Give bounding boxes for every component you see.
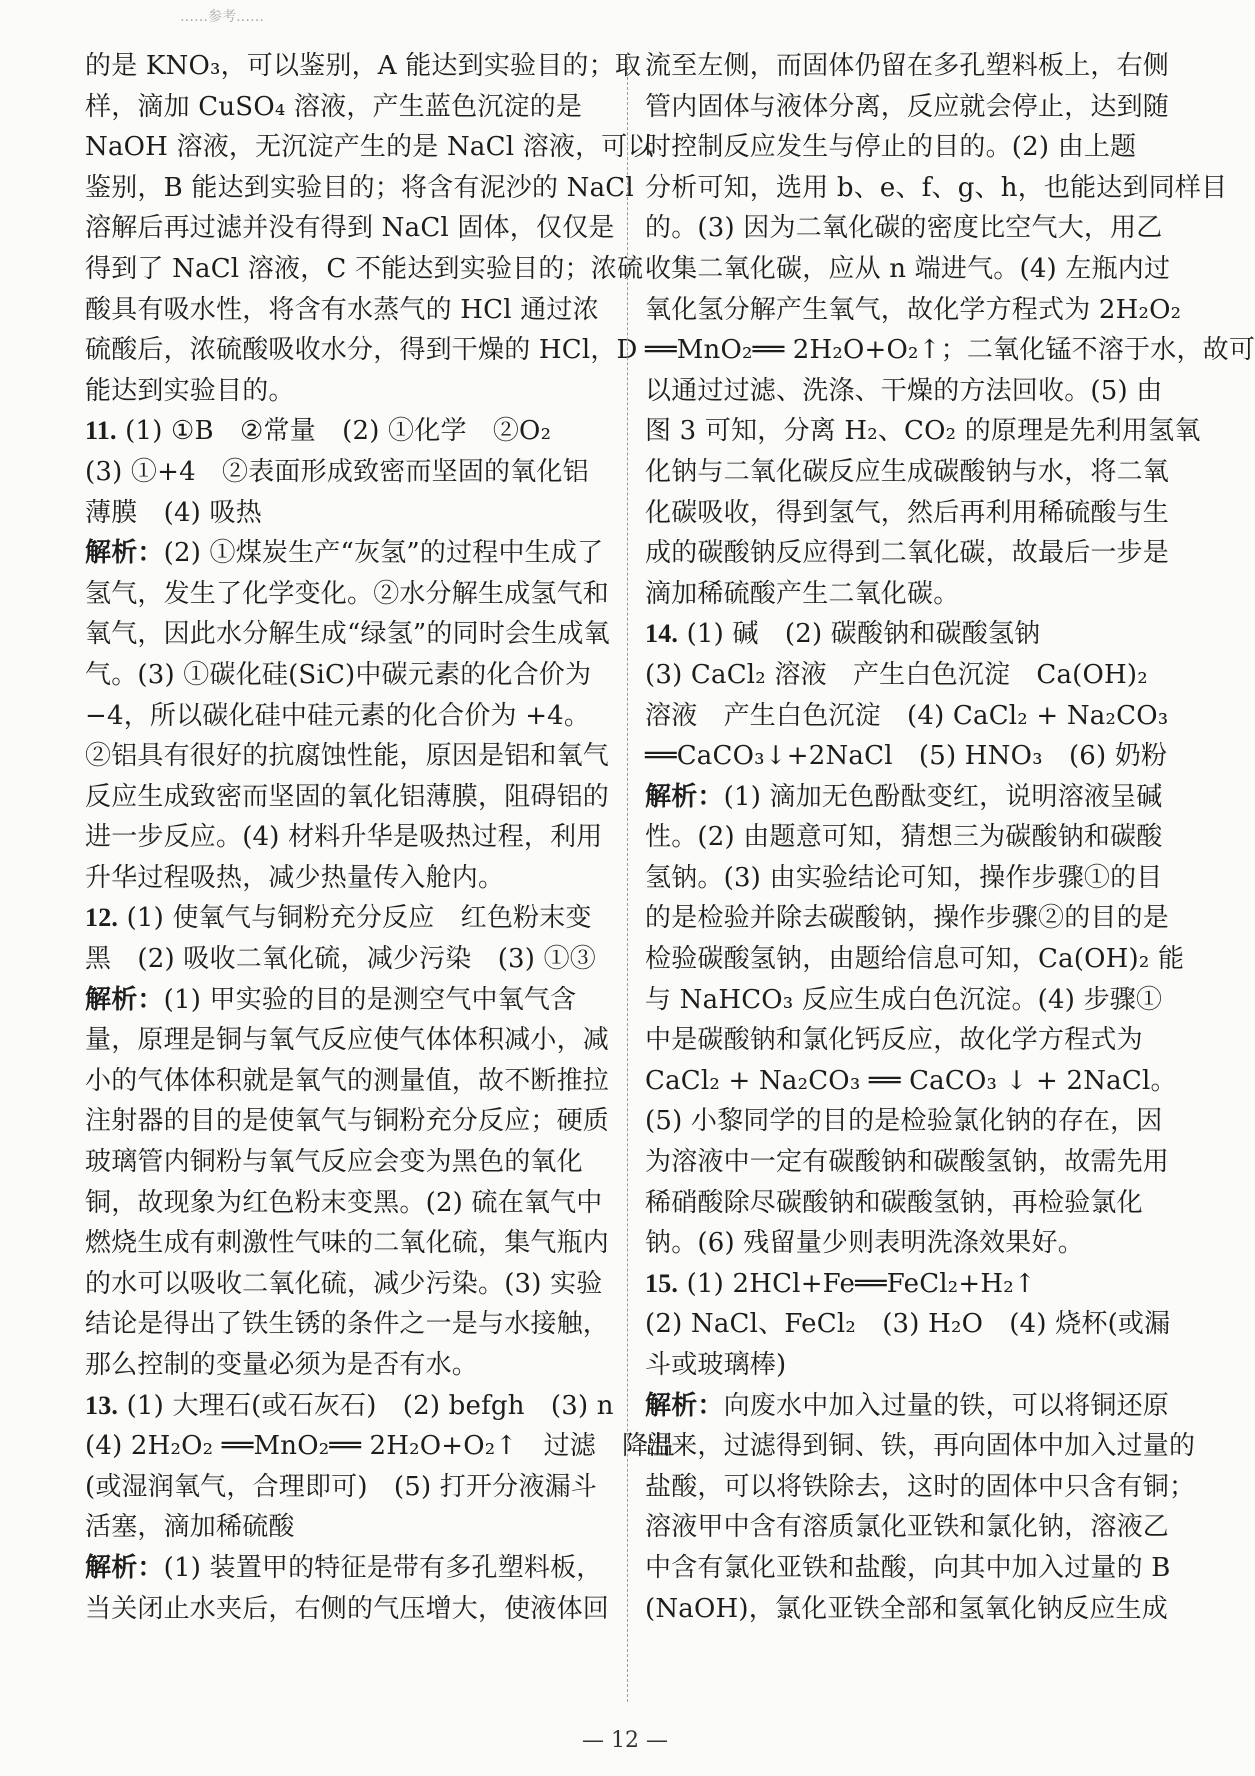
text-line bbox=[645, 533, 1190, 574]
text-line bbox=[645, 696, 1190, 737]
text-line bbox=[645, 1142, 1190, 1183]
line-text: 钠。(6) 残留量少则表明洗涤效果好。 bbox=[645, 1228, 1084, 1259]
text-line bbox=[85, 898, 630, 939]
text-line bbox=[645, 574, 1190, 615]
text-line bbox=[85, 371, 630, 412]
text-line bbox=[85, 574, 630, 615]
text-line bbox=[645, 1345, 1190, 1386]
line-text: 为溶液中一定有碳酸钠和碳酸氢钠，故需先用 bbox=[645, 1147, 1170, 1178]
text-line bbox=[645, 1386, 1190, 1427]
line-text: 滴加稀硫酸产生二氧化碳。 bbox=[645, 578, 960, 609]
text-line bbox=[645, 290, 1190, 331]
line-text: 中含有氯化亚铁和盐酸，向其中加入过量的 B bbox=[645, 1552, 1171, 1583]
text-line bbox=[645, 817, 1190, 858]
text-line bbox=[85, 1345, 630, 1386]
line-text: 得到了 NaCl 溶液，C 不能达到实验目的；浓硫 bbox=[85, 253, 644, 284]
text-line bbox=[85, 614, 630, 655]
line-text: 分析可知，选用 b、e、f、g、h，也能达到同样目 bbox=[645, 172, 1228, 203]
line-text: ══CaCO₃↓+2NaCl (5) HNO₃ (6) 奶粉 bbox=[645, 741, 1168, 772]
header-mark: ……参考…… bbox=[180, 9, 264, 25]
line-text: 的。(3) 因为二氧化碳的密度比空气大，用乙 bbox=[645, 213, 1163, 244]
text-line bbox=[645, 1020, 1190, 1061]
line-text: 溶液 产生白色沉淀 (4) CaCl₂ + Na₂CO₃ bbox=[645, 700, 1169, 731]
line-text: 盐酸，可以将铁除去，这时的固体中只含有铜； bbox=[645, 1471, 1196, 1502]
text-line bbox=[645, 939, 1190, 980]
text-line bbox=[645, 1183, 1190, 1224]
text-line bbox=[645, 1507, 1190, 1548]
line-text: 能达到实验目的。 bbox=[85, 375, 295, 406]
line-text: 以通过过滤、洗涤、干燥的方法回收。(5) 由 bbox=[645, 375, 1163, 406]
text-line bbox=[645, 1061, 1190, 1102]
line-text: 的水可以吸收二氧化硫，减少污染。(3) 实验 bbox=[85, 1268, 603, 1299]
line-text: 注射器的目的是使氧气与铜粉充分反应；硬质 bbox=[85, 1106, 610, 1137]
text-line bbox=[85, 939, 630, 980]
line-text: 氧化氢分解产生氧气，故化学方程式为 2H₂O₂ bbox=[645, 294, 1182, 325]
text-line bbox=[85, 452, 630, 493]
text-line bbox=[85, 1426, 675, 1467]
line-text: 硫酸后，浓硫酸吸收水分，得到干燥的 HCl，D bbox=[85, 335, 638, 366]
text-line bbox=[85, 1304, 630, 1345]
question-number: 15. bbox=[645, 1268, 679, 1298]
text-line bbox=[645, 87, 1190, 128]
analysis-label: 解析： bbox=[645, 781, 724, 812]
line-text: 样，滴加 CuSO₄ 溶液，产生蓝色沉淀的是 bbox=[85, 91, 583, 122]
line-text: 时控制反应发生与停止的目的。(2) 由上题 bbox=[645, 132, 1137, 163]
text-line bbox=[85, 1386, 630, 1427]
analysis-label: 解析： bbox=[85, 538, 164, 569]
line-text: 稀硝酸除尽碳酸钠和碳酸氢钠，再检验氯化 bbox=[645, 1187, 1143, 1218]
text-line bbox=[645, 493, 1190, 534]
text-line bbox=[645, 980, 1190, 1021]
line-text: (NaOH)，氯化亚铁全部和氢氧化钠反应生成 bbox=[645, 1593, 1168, 1624]
line-text: 进一步反应。(4) 材料升华是吸热过程，利用 bbox=[85, 822, 603, 853]
text-line bbox=[85, 411, 630, 452]
line-text: 活塞，滴加稀硫酸 bbox=[85, 1512, 295, 1543]
text-line bbox=[645, 1467, 1196, 1508]
line-text: (1) 装置甲的特征是带有多孔塑料板， bbox=[163, 1552, 603, 1583]
line-text: (1) 滴加无色酚酞变红，说明溶液呈碱 bbox=[723, 781, 1163, 812]
line-text: (4) 2H₂O₂ ══MnO₂══ 2H₂O+O₂↑ 过滤 降温 bbox=[85, 1431, 675, 1462]
line-text: 玻璃管内铜粉与氧气反应会变为黑色的氧化 bbox=[85, 1147, 583, 1178]
text-line bbox=[645, 249, 1190, 290]
line-text: (1) 碱 (2) 碳酸钠和碳酸氢钠 bbox=[678, 619, 1041, 650]
text-line bbox=[85, 817, 630, 858]
text-line bbox=[645, 411, 1201, 452]
line-text: 出来，过滤得到铜、铁，再向固体中加入过量的 bbox=[645, 1431, 1196, 1462]
line-text: 化钠与二氧化碳反应生成碳酸钠与水，将二氧 bbox=[645, 456, 1170, 487]
text-line bbox=[645, 777, 1190, 818]
line-text: 升华过程吸热，减少热量传入舱内。 bbox=[85, 862, 505, 893]
question-number: 14. bbox=[645, 619, 679, 649]
line-text: 向废水中加入过量的铁，可以将铜还原 bbox=[723, 1390, 1170, 1421]
line-text: 溶液甲中含有溶质氯化亚铁和氯化钠，溶液乙 bbox=[645, 1512, 1170, 1543]
text-line bbox=[645, 1548, 1190, 1589]
text-line bbox=[85, 493, 630, 534]
line-text: 薄膜 (4) 吸热 bbox=[85, 497, 262, 528]
line-text: 反应生成致密而坚固的氧化铝薄膜，阻碍铝的 bbox=[85, 781, 610, 812]
page-number: — 12 — bbox=[582, 1728, 668, 1753]
line-text: 气。(3) ①碳化硅(SiC)中碳元素的化合价为 bbox=[85, 659, 592, 690]
text-line bbox=[85, 1264, 630, 1305]
line-text: 溶解后再过滤并没有得到 NaCl 固体，仅仅是 bbox=[85, 213, 615, 244]
column-divider bbox=[627, 52, 628, 1702]
text-line bbox=[645, 168, 1228, 209]
analysis-label: 解析： bbox=[85, 1552, 164, 1583]
text-line bbox=[85, 46, 642, 87]
line-text: ②铝具有很好的抗腐蚀性能，原因是铝和氧气 bbox=[85, 741, 610, 772]
text-line bbox=[645, 898, 1190, 939]
line-text: (1) 2HCl+Fe══FeCl₂+H₂↑ bbox=[678, 1268, 1036, 1299]
question-number: 11. bbox=[85, 416, 117, 446]
text-line bbox=[85, 330, 638, 371]
text-line bbox=[645, 858, 1190, 899]
text-line bbox=[645, 655, 1190, 696]
text-line bbox=[85, 208, 630, 249]
line-text: (3) CaCl₂ 溶液 产生白色沉淀 Ca(OH)₂ bbox=[645, 659, 1148, 690]
line-text: 黑 (2) 吸收二氧化硫，减少污染 (3) ①③ bbox=[85, 944, 596, 975]
line-text: 中是碳酸钠和氯化钙反应，故化学方程式为 bbox=[645, 1025, 1143, 1056]
line-text: 斗或玻璃棒) bbox=[645, 1350, 787, 1380]
text-line bbox=[645, 1589, 1190, 1630]
line-text: (2) ①煤炭生产“灰氢”的过程中生成了 bbox=[163, 538, 604, 569]
question-number: 12. bbox=[85, 903, 119, 933]
line-text: NaOH 溶液，无沉淀产生的是 NaCl 溶液，可以 bbox=[85, 132, 654, 163]
line-text: 检验碳酸氢钠，由题给信息可知，Ca(OH)₂ 能 bbox=[645, 944, 1185, 975]
text-line bbox=[645, 452, 1190, 493]
line-text: (1) 甲实验的目的是测空气中氧气含 bbox=[163, 984, 577, 1015]
text-line bbox=[85, 655, 630, 696]
line-text: 铜，故现象为红色粉末变黑。(2) 硫在氧气中 bbox=[85, 1187, 603, 1218]
line-text: 图 3 可知，分离 H₂、CO₂ 的原理是先利用氢氧 bbox=[645, 416, 1201, 447]
line-text: 结论是得出了铁生锈的条件之一是与水接触， bbox=[85, 1309, 610, 1340]
line-text: 那么控制的变量必须为是否有水。 bbox=[85, 1350, 479, 1380]
line-text: 氢钠。(3) 由实验结论可知，操作步骤①的目 bbox=[645, 862, 1163, 893]
text-line bbox=[85, 1101, 630, 1142]
text-line bbox=[645, 127, 1190, 168]
text-line bbox=[645, 1264, 1190, 1305]
line-text: −4，所以碳化硅中硅元素的化合价为 +4。 bbox=[85, 700, 591, 731]
text-line bbox=[85, 1507, 630, 1548]
text-line bbox=[645, 330, 1255, 371]
text-line bbox=[645, 736, 1190, 777]
line-text: (1) ①B ②常量 (2) ①化学 ②O₂ bbox=[116, 416, 552, 447]
line-text: 流至左侧，而固体仍留在多孔塑料板上，右侧 bbox=[645, 51, 1170, 81]
text-line bbox=[645, 1426, 1196, 1467]
question-number: 13. bbox=[85, 1390, 119, 1420]
line-text: (3) ①+4 ②表面形成致密而坚固的氧化铝 bbox=[85, 456, 589, 487]
line-text: 当关闭止水夹后，右侧的气压增大，使液体回 bbox=[85, 1593, 610, 1624]
text-line bbox=[85, 777, 630, 818]
line-text: ══MnO₂══ 2H₂O+O₂↑；二氧化锰不溶于水，故可 bbox=[645, 335, 1255, 366]
line-text: (2) NaCl、FeCl₂ (3) H₂O (4) 烧杯(或漏 bbox=[645, 1309, 1171, 1340]
text-line bbox=[85, 736, 630, 777]
text-line bbox=[645, 208, 1190, 249]
line-text: (1) 大理石(或石灰石) (2) befgh (3) n bbox=[118, 1390, 614, 1421]
text-line bbox=[85, 1183, 630, 1224]
text-line bbox=[645, 614, 1190, 655]
text-line bbox=[85, 1548, 630, 1589]
line-text: (1) 使氧气与铜粉充分反应 红色粉末变 bbox=[118, 903, 592, 934]
analysis-label: 解析： bbox=[645, 1390, 724, 1421]
line-text: 收集二氧化碳，应从 n 端进气。(4) 左瓶内过 bbox=[645, 253, 1171, 284]
line-text: 量，原理是铜与氧气反应使气体体积减小，减 bbox=[85, 1025, 610, 1056]
text-line bbox=[645, 46, 1190, 87]
text-line bbox=[645, 1304, 1190, 1345]
line-text: 氧气，因此水分解生成“绿氢”的同时会生成氧 bbox=[85, 619, 610, 650]
text-line bbox=[85, 696, 630, 737]
line-text: CaCl₂ + Na₂CO₃ ══ CaCO₃ ↓ + 2NaCl。 bbox=[645, 1065, 1177, 1096]
line-text: 性。(2) 由题意可知，猜想三为碳酸钠和碳酸 bbox=[645, 822, 1163, 853]
line-text: 与 NaHCO₃ 反应生成白色沉淀。(4) 步骤① bbox=[645, 984, 1163, 1015]
text-line bbox=[85, 249, 644, 290]
text-line bbox=[85, 533, 630, 574]
text-line bbox=[85, 858, 630, 899]
line-text: 鉴别，B 能达到实验目的；将含有泥沙的 NaCl bbox=[85, 172, 634, 203]
text-line bbox=[85, 290, 630, 331]
line-text: (或湿润氧气，合理即可) (5) 打开分液漏斗 bbox=[85, 1471, 597, 1502]
line-text: 成的碳酸钠反应得到二氧化碳，故最后一步是 bbox=[645, 538, 1170, 569]
line-text: 酸具有吸水性，将含有水蒸气的 HCl 通过浓 bbox=[85, 294, 599, 325]
text-line bbox=[85, 1589, 630, 1630]
line-text: (5) 小黎同学的目的是检验氯化钠的存在，因 bbox=[645, 1106, 1163, 1137]
text-line bbox=[85, 168, 634, 209]
text-line bbox=[645, 1223, 1190, 1264]
analysis-label: 解析： bbox=[85, 984, 164, 1015]
line-text: 的是 KNO₃，可以鉴别，A 能达到实验目的；取 bbox=[85, 51, 642, 81]
text-line bbox=[85, 1020, 630, 1061]
text-line bbox=[85, 1061, 630, 1102]
text-line bbox=[85, 127, 654, 168]
text-line bbox=[85, 1142, 630, 1183]
text-line bbox=[85, 1223, 630, 1264]
text-line bbox=[85, 980, 630, 1021]
line-text: 化碳吸收，得到氢气，然后再利用稀硫酸与生 bbox=[645, 497, 1170, 528]
text-line bbox=[645, 371, 1190, 412]
right-column bbox=[645, 46, 1255, 1711]
text-line bbox=[645, 1101, 1190, 1142]
line-text: 管内固体与液体分离，反应就会停止，达到随 bbox=[645, 91, 1170, 122]
line-text: 的是检验并除去碳酸钠，操作步骤②的目的是 bbox=[645, 903, 1170, 934]
text-line bbox=[85, 1467, 630, 1508]
text-line bbox=[85, 87, 630, 128]
line-text: 小的气体体积就是氧气的测量值，故不断推拉 bbox=[85, 1065, 610, 1096]
line-text: 氢气，发生了化学变化。②水分解生成氢气和 bbox=[85, 578, 610, 609]
line-text: 燃烧生成有刺激性气味的二氧化硫，集气瓶内 bbox=[85, 1228, 610, 1259]
